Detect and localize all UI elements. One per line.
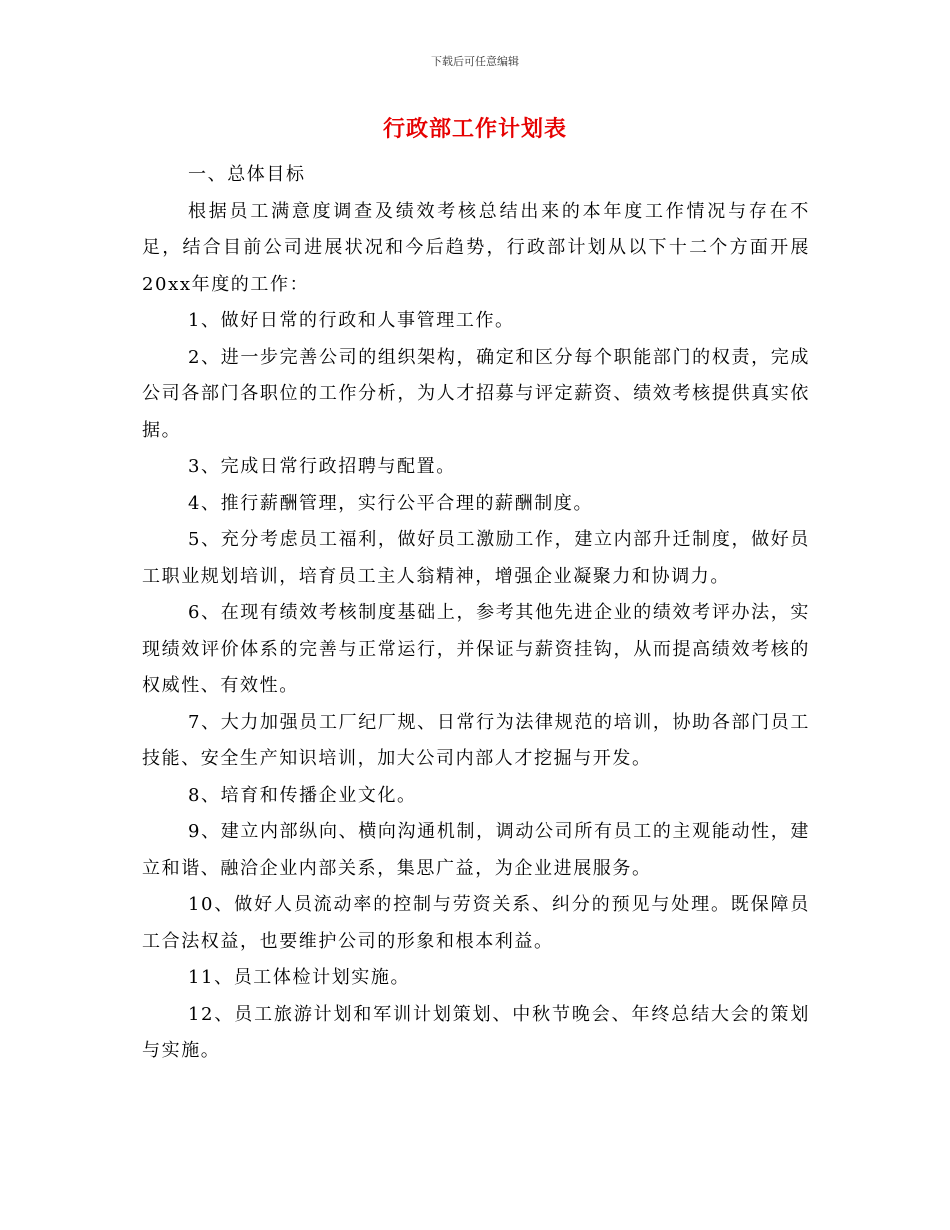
plan-item-1: 1、做好日常的行政和人事管理工作。 (188, 310, 515, 331)
document-title: 行政部工作计划表 (382, 117, 567, 142)
plan-item-6: 6、在现有绩效考核制度基础上，参考其他先进企业的绩效考评办法，实现绩效评价体系的完善与正常运行，并保证与薪资挂钩，从而提高绩效考核的权威性、有效性。 (142, 602, 810, 696)
plan-item-4: 4、推行薪酬管理，实行公平合理的薪酬制度。 (188, 492, 594, 514)
plan-item-11: 11、员工体检计划实施。 (188, 967, 411, 988)
plan-item-5: 5、充分考虑员工福利，做好员工激励工作，建立内部升迁制度，做好员工职业规划培训，培育员工主人翁精神，增强企业凝聚力和协调力。 (142, 529, 810, 587)
header-note: 下载后可任意编辑 (431, 55, 519, 68)
document-body (142, 157, 810, 1070)
section-heading: 一、总体目标 (188, 164, 306, 185)
plan-item-8: 8、培育和传播企业文化。 (188, 784, 417, 806)
plan-item-3: 3、完成日常行政招聘与配置。 (188, 456, 456, 477)
plan-item-12: 12、员工旅游计划和军训计划策划、中秋节晚会、年终总结大会的策划与实施。 (142, 1003, 810, 1061)
plan-item-2: 2、进一步完善公司的组织架构，确定和区分每个职能部门的权责，完成公司各部门各职位的工作分析，为人才招募与评定薪资、绩效考核提供真实依据。 (142, 346, 810, 441)
plan-item-9: 9、建立内部纵向、横向沟通机制，调动公司所有员工的主观能动性，建立和谐、融洽企业内部关系，集思广益，为企业进展服务。 (142, 821, 810, 879)
plan-item-10: 10、做好人员流动率的控制与劳资关系、纠分的预见与处理。既保障员工合法权益，也要维护公司的形象和根本利益。 (142, 894, 810, 952)
plan-item-7: 7、大力加强员工厂纪厂规、日常行为法律规范的培训，协助各部门员工技能、安全生产知识培训，加大公司内部人才挖掘与开发。 (142, 711, 810, 769)
intro-paragraph: 根据员工满意度调查及绩效考核总结出来的本年度工作情况与存在不足，结合目前公司进展状况和今后趋势，行政部计划从以下十二个方面开展20xx年度的工作： (142, 200, 810, 295)
